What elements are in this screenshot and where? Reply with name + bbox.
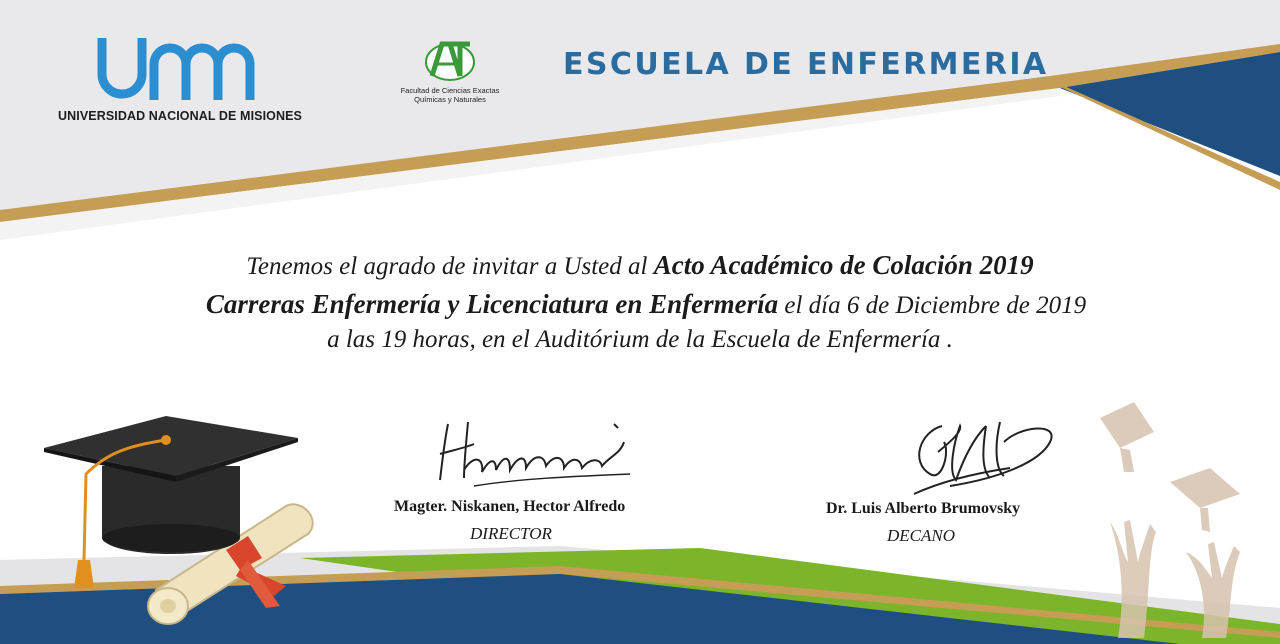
dean-signature [890, 412, 1060, 504]
invitation-line-3: a las 19 horas, en el Auditórium de la Escuela de Enfermería . [327, 326, 953, 353]
event-title: Acto Académico de Colación 2019 [653, 250, 1034, 280]
invitation-line-1 [0, 250, 1280, 281]
school-title: ESCUELA DE ENFERMERIA [563, 47, 1049, 82]
faculty-name [380, 86, 520, 104]
faculty-name-line2: Químicas y Naturales [414, 95, 486, 104]
invitation-intro: Tenemos el agrado de invitar a Usted al [246, 253, 654, 280]
university-name: UNIVERSIDAD NACIONAL DE MISIONES [58, 109, 302, 123]
dean-role: DECANO [887, 526, 955, 545]
university-logo [94, 34, 264, 104]
header-gray-band [0, 0, 1280, 215]
graduation-cap-icon [36, 410, 336, 640]
event-date: el día 6 de Diciembre de 2019 [778, 292, 1087, 319]
invitation-line-2 [0, 289, 1280, 320]
faculty-logo [420, 36, 480, 84]
director-role: DIRECTOR [470, 524, 552, 543]
careers-text: Carreras Enfermería y Licenciatura en Enfermería [205, 289, 779, 319]
celebration-hands-icon [1090, 402, 1270, 638]
faculty-name-line1: Facultad de Ciencias Exactas [400, 86, 500, 95]
dean-name: Dr. Luis Alberto Brumovsky [826, 500, 1021, 517]
director-signature [434, 414, 634, 492]
director-name: Magter. Niskanen, Hector Alfredo [394, 498, 626, 515]
